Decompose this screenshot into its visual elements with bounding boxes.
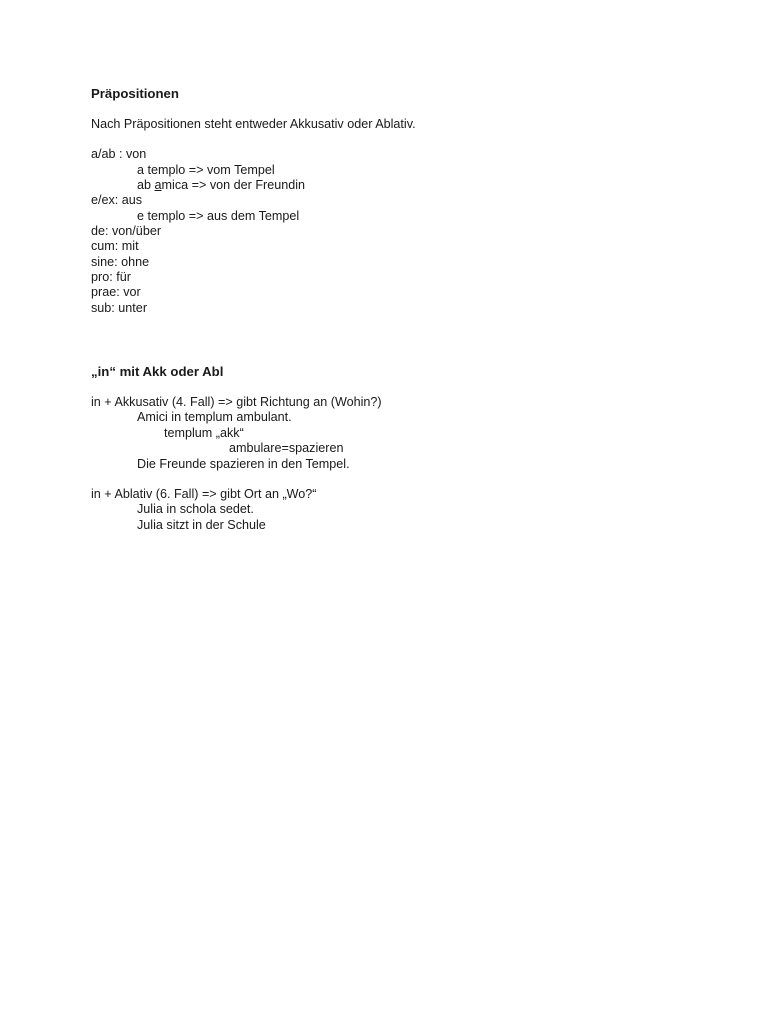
intro-text: Nach Präpositionen steht entweder Akkusativ oder Ablativ. [91,117,416,131]
spacer [91,472,691,487]
underlined-letter: a [154,178,162,193]
preposition-e-ex: e/ex: aus [91,193,143,208]
preposition-pro: pro: für [91,270,131,285]
document-page [91,85,691,533]
example-line [91,178,691,193]
rule-ablativ: in + Ablativ (6. Fall) => gibt Ort an „Wo?“ [91,486,317,501]
spacer [91,102,691,117]
example-line: Julia in schola sedet. [137,502,254,517]
section-heading-in: „in“ mit Akk oder Abl [91,364,224,380]
rule-akkusativ: in + Akkusativ (4. Fall) => gibt Richtung an (Wohin?) [91,395,382,410]
example-text: mica => von der Freundin [161,178,306,193]
example-line: a templo => vom Tempel [137,162,275,177]
example-note: templum „akk“ [164,425,244,440]
spacer [91,316,691,363]
preposition-cum: cum: mit [91,239,139,254]
example-translation: Julia sitzt in der Schule [137,517,266,532]
example-translation: Die Freunde spazieren in den Tempel. [137,456,350,471]
preposition-de: de: von/über [91,224,162,239]
preposition-sine: sine: ohne [91,254,150,269]
spacer [91,132,691,147]
preposition-a-ab: a/ab : von [91,147,147,162]
section-heading-praepositionen: Präpositionen [91,86,179,101]
example-note: ambulare=spazieren [229,441,344,456]
example-line: e templo => aus dem Tempel [137,208,300,223]
preposition-prae: prae: vor [91,285,141,300]
spacer [91,380,691,395]
example-text: ab [137,178,155,193]
preposition-sub: sub: unter [91,300,148,315]
example-line: Amici in templum ambulant. [137,410,292,425]
